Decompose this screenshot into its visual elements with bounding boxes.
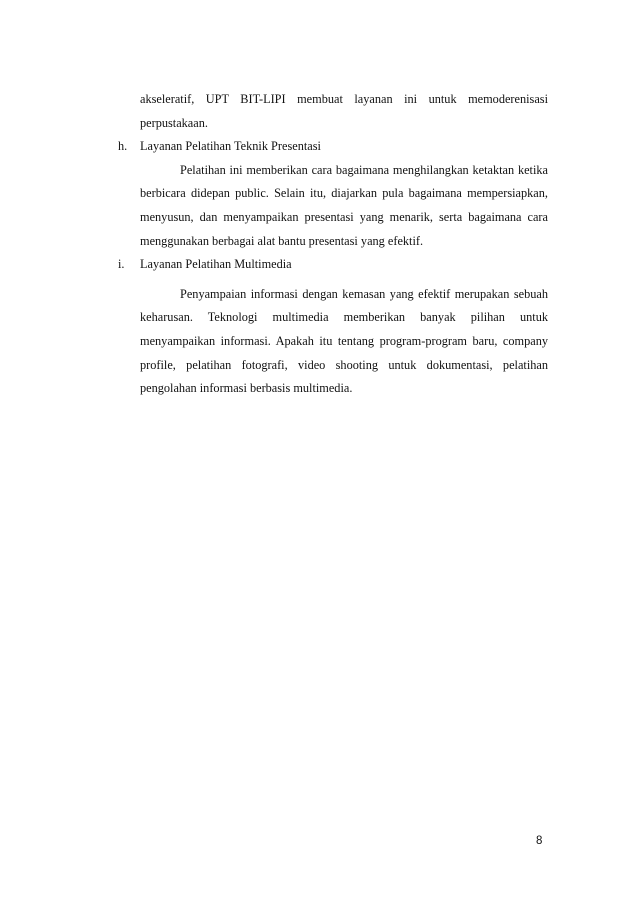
section-body-h: Pelatihan ini memberikan cara bagaimana menghilangkan ketaktan ketika berbicara didepan public. Selain itu, diajarkan pula bagaimana mempersiapkan, menyusun, dan menyampaikan presentasi yang menarik, serta bagaimana cara menggunakan berbagai alat bantu presentasi yang efektif. — [140, 162, 548, 248]
section-title: Layanan Pelatihan Multimedia — [140, 257, 292, 272]
list-marker: i. — [118, 257, 125, 272]
page-content — [118, 88, 548, 401]
section-body-i: Penyampaian informasi dengan kemasan yang efektif merupakan sebuah keharusan. Teknologi multimedia memberikan banyak pilihan untuk menyampaikan informasi. Apakah itu tentang program-program baru, company profile, pelatihan fotografi, video shooting untuk dokumentasi, pelatihan pengolahan informasi berbasis multimedia. — [140, 286, 548, 396]
list-marker: h. — [118, 139, 128, 154]
page-number: 8 — [536, 835, 543, 847]
section-heading-h — [118, 135, 548, 159]
section-heading-i — [118, 253, 548, 277]
continuation-paragraph: akseleratif, UPT BIT-LIPI membuat layanan ini untuk memoderenisasi perpustakaan. — [140, 92, 548, 130]
section-title: Layanan Pelatihan Teknik Presentasi — [140, 139, 321, 154]
